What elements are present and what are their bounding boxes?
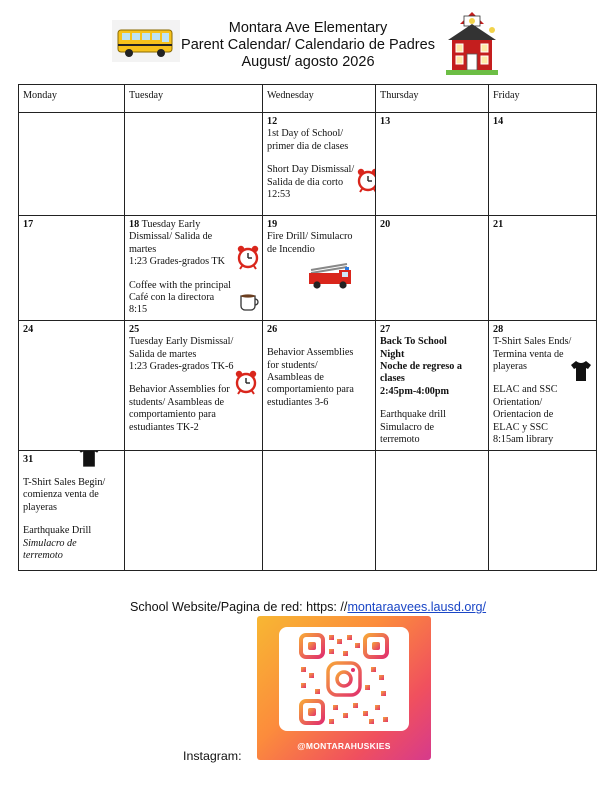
day-number: 28 xyxy=(493,323,504,335)
calendar-month: August/ agosto 2026 xyxy=(241,54,375,70)
event-line: terremoto xyxy=(23,549,63,561)
event-line: Behavior Assemblies xyxy=(267,347,354,359)
event-line: Back To School xyxy=(380,336,447,348)
day-number: 31 xyxy=(23,453,34,465)
event-line: Fire Drill/ Simulacro xyxy=(267,231,353,243)
day-number: 12 xyxy=(267,116,278,127)
day-cell-27 xyxy=(376,320,489,450)
day-cell-18 xyxy=(125,216,263,321)
week-row xyxy=(19,450,597,570)
schoolhouse-icon xyxy=(446,10,498,78)
event-line: Salida de dia corto xyxy=(267,176,344,188)
event-line: comienza venta de xyxy=(23,489,99,501)
event-line: Simulacro de xyxy=(380,421,435,433)
event-line: T-Shirt Sales Ends/ xyxy=(493,336,572,348)
instagram-qr-card[interactable] xyxy=(257,616,431,760)
event-line: Tuesday Early Dismissal/ xyxy=(129,336,234,348)
tshirt-icon xyxy=(569,359,593,383)
day-cell-empty xyxy=(263,450,376,570)
day-cell-21 xyxy=(489,216,597,321)
day-cell-20 xyxy=(376,216,489,321)
event-line: 12:53 xyxy=(267,189,291,201)
day-cell-17 xyxy=(19,216,125,321)
day-number: 18 xyxy=(129,219,140,230)
instagram-label: Instagram: xyxy=(183,749,242,763)
event-line: clases xyxy=(380,373,405,385)
event-line: Night xyxy=(380,348,405,360)
event-line: Café con la directora xyxy=(129,292,215,304)
event-line: 1st Day of School/ xyxy=(267,128,344,140)
day-number: 25 xyxy=(129,323,140,335)
event-line: 8:15am library xyxy=(493,434,554,446)
weekday-tuesday: Tuesday xyxy=(125,85,263,113)
calendar-grid xyxy=(18,84,597,571)
qr-code-icon xyxy=(279,627,409,731)
event-line: estudiantes TK-2 xyxy=(129,421,199,433)
event-line: Coffee with the principal xyxy=(129,279,231,291)
day-number: 21 xyxy=(493,219,504,230)
calendar-header xyxy=(0,0,616,86)
day-number: 27 xyxy=(380,323,391,335)
weekday-wednesday: Wednesday xyxy=(263,85,376,113)
instagram-icon xyxy=(328,663,360,695)
event-line: Orientacion de xyxy=(493,409,554,421)
event-line: primer dia de clases xyxy=(267,140,349,152)
alarm-clock-icon xyxy=(355,167,376,193)
day-cell-24 xyxy=(19,320,125,450)
event-line: 2:45pm-4:00pm xyxy=(380,385,450,397)
event-line: comportamiento para xyxy=(267,384,354,396)
event-line: Asambleas de xyxy=(267,372,324,384)
event-line: for students/ xyxy=(267,359,318,371)
alarm-clock-icon xyxy=(233,369,259,395)
day-cell-empty xyxy=(125,113,263,216)
event-line: Termina venta de xyxy=(493,348,564,360)
event-line: martes xyxy=(129,243,157,255)
event-line: Orientation/ xyxy=(493,396,543,408)
week-row xyxy=(19,113,597,216)
event-line: Earthquake Drill xyxy=(23,525,92,537)
day-number: 14 xyxy=(493,116,504,127)
weekday-thursday: Thursday xyxy=(376,85,489,113)
school-website-link[interactable]: montaraavees.lausd.org/ xyxy=(347,600,487,614)
event-line: comportamiento para xyxy=(129,409,216,421)
day-number: 20 xyxy=(380,219,391,230)
day-cell-13 xyxy=(376,113,489,216)
website-label: School Website/Pagina de red: https: // xyxy=(129,600,348,614)
school-name: Montara Ave Elementary xyxy=(228,20,388,36)
event-line: 1:23 Grades-grados TK-6 xyxy=(129,361,234,373)
event-line: Behavior Assemblies for xyxy=(129,384,230,396)
event-line: 8:15 xyxy=(129,304,148,316)
day-cell-12 xyxy=(263,113,376,216)
day-cell-empty xyxy=(19,113,125,216)
event-line: ELAC and SSC xyxy=(493,384,558,396)
day-cell-31 xyxy=(19,450,125,570)
event-line: playeras xyxy=(23,501,57,513)
weekday-monday: Monday xyxy=(19,85,125,113)
day-cell-empty xyxy=(489,450,597,570)
event-line: Simulacro de xyxy=(23,537,77,549)
event-line: T-Shirt Sales Begin/ xyxy=(23,476,106,488)
day-cell-19 xyxy=(263,216,376,321)
day-cell-empty xyxy=(376,450,489,570)
weekday-friday: Friday xyxy=(489,85,597,113)
alarm-clock-icon xyxy=(235,244,261,270)
day-cell-empty xyxy=(125,450,263,570)
event-line: terremoto xyxy=(380,434,420,446)
event-line: Short Day Dismissal/ xyxy=(267,164,355,176)
day-number: 13 xyxy=(380,116,391,127)
event-line: Noche de regreso a xyxy=(380,361,462,373)
calendar-title: Parent Calendar/ Calendario de Padres xyxy=(181,37,435,53)
day-number: 24 xyxy=(23,323,34,335)
event-line: Salida de martes xyxy=(129,348,197,360)
instagram-handle: @MONTARAHUSKIES xyxy=(297,741,391,751)
day-number: 17 xyxy=(23,219,34,230)
event-line: Tuesday Early xyxy=(141,219,201,230)
event-line: Earthquake drill xyxy=(380,409,446,421)
tshirt-icon xyxy=(75,450,103,469)
day-cell-25 xyxy=(125,320,263,450)
fire-truck-icon xyxy=(307,261,353,291)
weekday-header-row xyxy=(19,85,597,113)
coffee-cup-icon xyxy=(238,289,262,313)
event-line: de Incendio xyxy=(267,243,315,255)
event-line: Dismissal/ Salida de xyxy=(129,231,213,243)
day-number: 19 xyxy=(267,219,278,230)
event-line: playeras xyxy=(493,361,527,373)
calendar-title-block xyxy=(170,20,446,71)
event-line: ELAC y SSC xyxy=(493,421,548,433)
school-website-line xyxy=(0,600,616,614)
qr-code-area xyxy=(279,627,409,731)
event-line: estudiantes 3-6 xyxy=(267,396,329,408)
day-cell-14 xyxy=(489,113,597,216)
day-cell-28 xyxy=(489,320,597,450)
day-cell-26 xyxy=(263,320,376,450)
event-line: 1:23 Grades-grados TK xyxy=(129,256,226,268)
event-line: students/ Asambleas de xyxy=(129,396,225,408)
week-row xyxy=(19,320,597,450)
day-number: 26 xyxy=(267,323,278,335)
week-row xyxy=(19,216,597,321)
